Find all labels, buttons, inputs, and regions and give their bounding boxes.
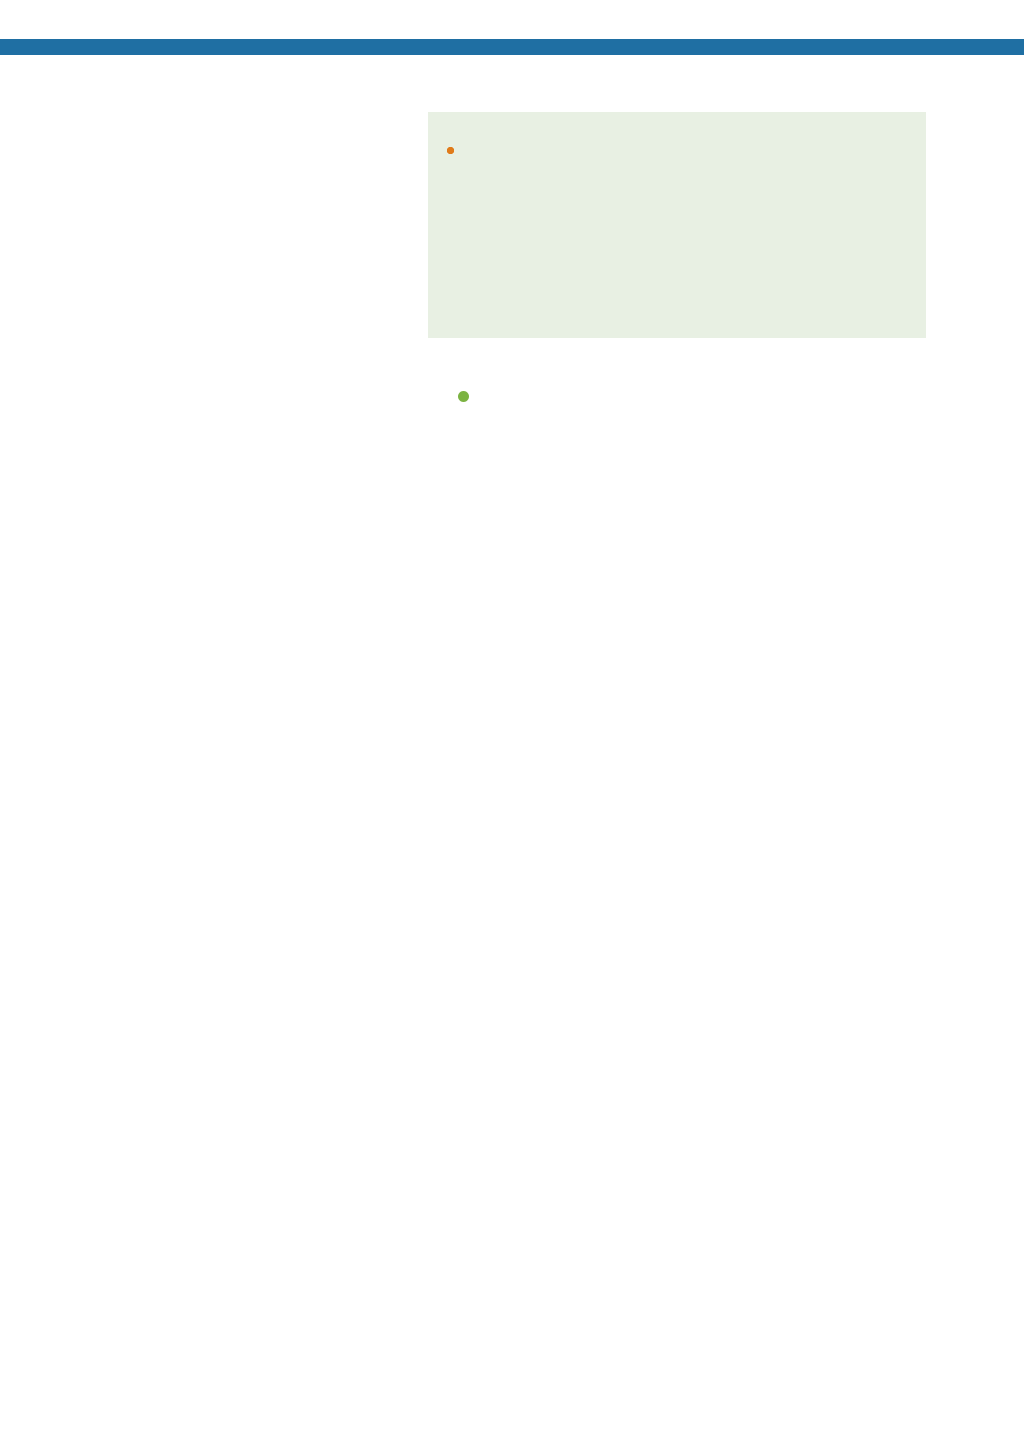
references — [428, 930, 746, 1002]
merkpunkte-box — [428, 112, 926, 338]
fazit-paragraph-2-wrapper — [428, 388, 746, 407]
header-bar — [0, 39, 1024, 55]
left-column — [84, 104, 400, 122]
references-list — [428, 939, 746, 996]
right-column — [428, 370, 746, 407]
right-column-text — [428, 388, 746, 407]
end-mark-dot-icon — [458, 391, 469, 402]
